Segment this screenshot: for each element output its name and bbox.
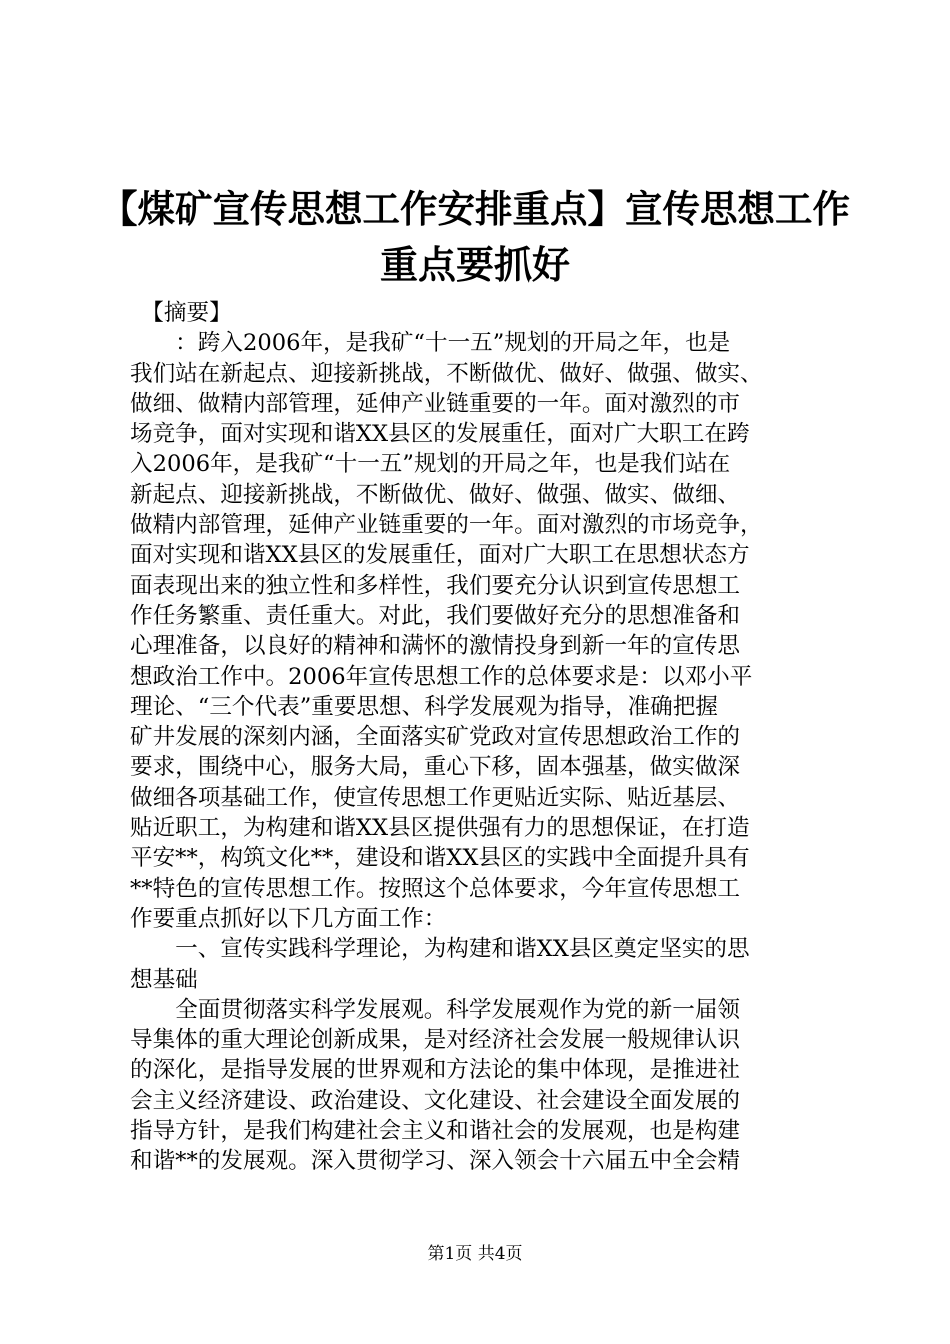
page-footer: 第1页 共4页	[427, 1244, 523, 1264]
body-line: ：跨入2006年，是我矿“十一五”规划的开局之年，也是	[130, 330, 731, 357]
body-line: 贴近职工，为构建和谐XX县区提供强有力的思想保证，在打造	[130, 815, 750, 842]
body-line: 会主义经济建设、政治建设、文化建设、社会建设全面发展的	[130, 1087, 741, 1114]
body-line: 理论、“三个代表”重要思想、科学发展观为指导，准确把握	[130, 693, 718, 720]
body-line: 做细各项基础工作，使宣传思想工作更贴近实际、贴近基层、	[130, 784, 741, 811]
body-line: 指导方针，是我们构建社会主义和谐社会的发展观，也是构建	[130, 1118, 741, 1145]
body-line: 想基础	[130, 966, 198, 993]
body-line: 一、宣传实践科学理论，为构建和谐XX县区奠定坚实的思	[130, 936, 750, 963]
body-line: 我们站在新起点、迎接新挑战，不断做优、做好、做强、做实、	[130, 360, 763, 387]
document-body	[130, 298, 830, 1177]
body-line: 作任务繁重、责任重大。对此，我们要做好充分的思想准备和	[130, 602, 741, 629]
body-line: 心理准备，以良好的精神和满怀的激情投身到新一年的宣传思	[130, 633, 741, 660]
body-line: 要求，围绕中心，服务大局，重心下移，固本强基，做实做深	[130, 754, 741, 781]
body-line: 的深化，是指导发展的世界观和方法论的集中体现，是推进社	[130, 1057, 741, 1084]
body-line: 想政治工作中。2006年宣传思想工作的总体要求是：以邓小平	[130, 663, 753, 690]
body-line: 和谐**的发展观。深入贯彻学习、深入领会十六届五中全会精	[130, 1148, 741, 1175]
body-line: 作要重点抓好以下几方面工作：	[130, 905, 447, 932]
body-line: 做细、做精内部管理，延伸产业链重要的一年。面对激烈的市	[130, 390, 741, 417]
body-line: 入2006年，是我矿“十一五”规划的开局之年，也是我们站在	[130, 451, 731, 478]
body-line: 新起点、迎接新挑战，不断做优、做好、做强、做实、做细、	[130, 481, 741, 508]
body-line: 矿井发展的深刻内涵，全面落实矿党政对宣传思想政治工作的	[130, 724, 741, 751]
body-line: 场竞争，面对实现和谐XX县区的发展重任，面对广大职工在跨	[130, 421, 750, 448]
body-line: 导集体的重大理论创新成果，是对经济社会发展一般规律认识	[130, 1027, 741, 1054]
body-line: 做精内部管理，延伸产业链重要的一年。面对激烈的市场竞争，	[130, 512, 763, 539]
body-line: 平安**，构筑文化**，建设和谐XX县区的实践中全面提升具有	[130, 845, 750, 872]
document-title-line-1: 【煤矿宣传思想工作安排重点】宣传思想工作	[100, 187, 850, 231]
document-title-line-2: 重点要抓好	[379, 242, 570, 287]
body-line: 【摘要】	[130, 300, 232, 326]
body-line: **特色的宣传思想工作。按照这个总体要求，今年宣传思想工	[130, 875, 741, 902]
body-line: 全面贯彻落实科学发展观。科学发展观作为党的新一届领	[130, 996, 741, 1023]
body-line: 面表现出来的独立性和多样性，我们要充分认识到宣传思想工	[130, 572, 741, 599]
body-line: 面对实现和谐XX县区的发展重任，面对广大职工在思想状态方	[130, 542, 750, 569]
